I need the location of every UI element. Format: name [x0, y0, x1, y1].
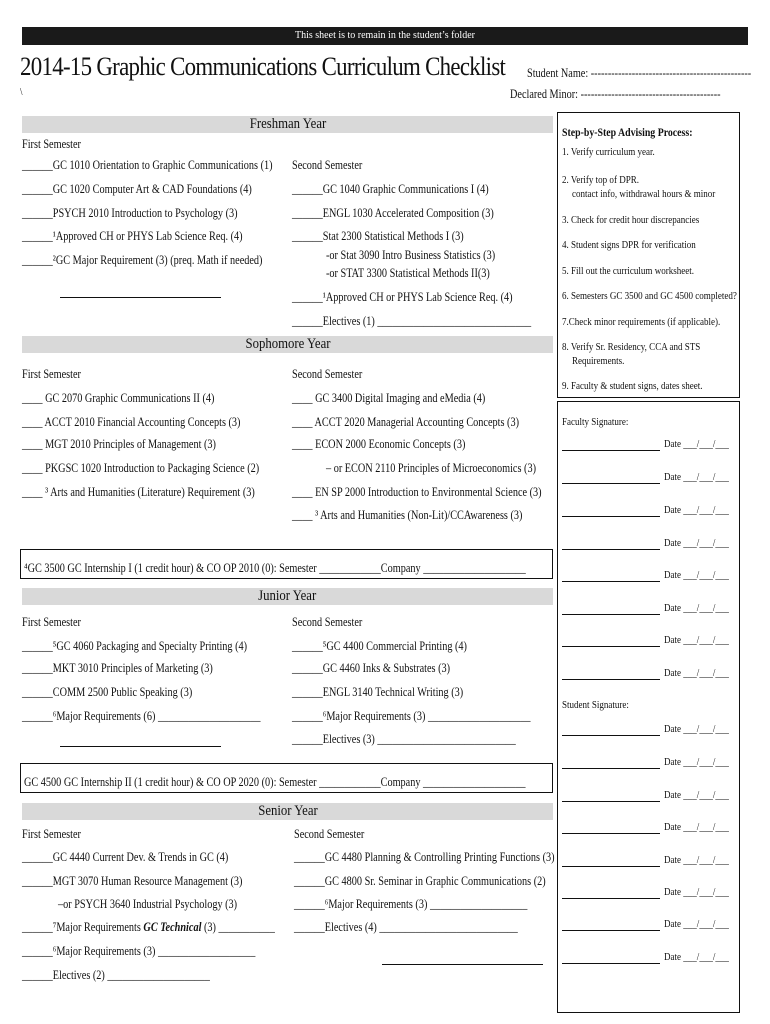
- course-line[interactable]: ______GC 4460 Inks & Substrates (3): [292, 661, 451, 675]
- advising-step: 9. Faculty & student signs, dates sheet.: [562, 380, 703, 392]
- senior-year-header: Senior Year: [22, 803, 553, 820]
- advising-step: 1. Verify curriculum year.: [562, 146, 655, 158]
- faculty-date-field[interactable]: Date ___/___/___: [664, 634, 729, 646]
- course-line[interactable]: ______⁵GC 4060 Packaging and Specialty Printing (4): [22, 639, 248, 653]
- folder-banner: This sheet is to remain in the student’s folder: [22, 27, 748, 45]
- senior-first-semester-label: First Semester: [22, 827, 81, 841]
- course-line-credit: (3) ___________: [204, 920, 275, 934]
- course-alternative: – or ECON 2110 Principles of Microeconomics (3): [326, 461, 536, 475]
- electives-line[interactable]: ______Electives (4) ___________________________: [294, 920, 518, 934]
- course-line[interactable]: ______ENGL 1030 Accelerated Composition (3): [292, 206, 494, 220]
- course-line[interactable]: ____ GC 3400 Digital Imaging and eMedia (4): [292, 391, 486, 405]
- student-date-field[interactable]: Date ___/___/___: [664, 951, 729, 963]
- internship-1-line[interactable]: ⁴GC 3500 GC Internship I (1 credit hour) & CO OP 2010 (0): Semester ____________Company ____________________: [24, 561, 526, 575]
- student-date-field[interactable]: Date ___/___/___: [664, 886, 729, 898]
- advising-step-detail: contact info, withdrawal hours & minor: [572, 188, 716, 200]
- advising-step: 6. Semesters GC 3500 and GC 4500 completed?: [562, 290, 737, 302]
- course-line[interactable]: ____ ³ Arts and Humanities (Non-Lit)/CCAwareness (3): [292, 508, 523, 522]
- senior-second-semester-label: Second Semester: [294, 827, 365, 841]
- course-line[interactable]: ______COMM 2500 Public Speaking (3): [22, 685, 193, 699]
- faculty-signature-line[interactable]: [562, 516, 660, 517]
- freshman-first-semester-label: First Semester: [22, 137, 81, 151]
- advising-step: 7.Check minor requirements (if applicable).: [562, 316, 721, 328]
- course-line[interactable]: ______ENGL 3140 Technical Writing (3): [292, 685, 464, 699]
- backslash-mark: \: [20, 86, 23, 98]
- course-alternative: -or Stat 3090 Intro Business Statistics (3): [326, 248, 496, 262]
- junior-year-header: Junior Year: [22, 588, 553, 605]
- course-line[interactable]: [22, 920, 275, 935]
- course-line-text: ______⁷Major Requirements: [22, 920, 141, 934]
- course-line[interactable]: ______GC 4800 Sr. Seminar in Graphic Communications (2): [294, 874, 546, 888]
- faculty-date-field[interactable]: Date ___/___/___: [664, 667, 729, 679]
- course-alternative: –or PSYCH 3640 Industrial Psychology (3): [58, 897, 238, 911]
- sophomore-second-semester-label: Second Semester: [292, 367, 363, 381]
- sophomore-first-semester-label: First Semester: [22, 367, 81, 381]
- course-line[interactable]: ______GC 1010 Orientation to Graphic Communications (1): [22, 158, 273, 172]
- course-line[interactable]: ______GC 1040 Graphic Communications I (4): [292, 182, 489, 196]
- course-line[interactable]: ______Stat 2300 Statistical Methods I (3): [292, 229, 464, 243]
- faculty-date-field[interactable]: Date ___/___/___: [664, 537, 729, 549]
- faculty-signature-line[interactable]: [562, 549, 660, 550]
- course-line[interactable]: ____ ECON 2000 Economic Concepts (3): [292, 437, 466, 451]
- freshman-year-header: Freshman Year: [22, 116, 553, 133]
- electives-line[interactable]: ______Electives (3) ___________________________: [292, 732, 516, 746]
- student-date-field[interactable]: Date ___/___/___: [664, 918, 729, 930]
- course-alternative: -or STAT 3300 Statistical Methods II(3): [326, 266, 490, 280]
- course-line[interactable]: ______⁶Major Requirements (3) ___________________: [294, 897, 528, 911]
- course-line[interactable]: ______GC 4480 Planning & Controlling Printing Functions (3): [294, 850, 555, 864]
- advising-step: 2. Verify top of DPR.: [562, 174, 640, 186]
- faculty-signature-line[interactable]: [562, 679, 660, 680]
- course-line[interactable]: ______MKT 3010 Principles of Marketing (3): [22, 661, 213, 675]
- student-signature-line[interactable]: [562, 768, 660, 769]
- electives-line[interactable]: ______Electives (2) ____________________: [22, 968, 210, 982]
- electives-line[interactable]: ______Electives (1) ______________________________: [292, 314, 532, 328]
- course-line[interactable]: ______⁶Major Requirements (3) ___________________: [22, 944, 256, 958]
- student-date-field[interactable]: Date ___/___/___: [664, 854, 729, 866]
- faculty-signature-label: Faculty Signature:: [562, 416, 629, 428]
- faculty-signature-line[interactable]: [562, 646, 660, 647]
- faculty-signature-line[interactable]: [562, 450, 660, 451]
- advising-title: Step-by-Step Advising Process:: [562, 125, 693, 139]
- internship-2-line[interactable]: GC 4500 GC Internship II (1 credit hour) & CO OP 2020 (0): Semester ____________Company ____________________: [24, 775, 526, 789]
- advising-step: 4. Student signs DPR for verification: [562, 239, 696, 251]
- course-line[interactable]: ____ EN SP 2000 Introduction to Environmental Science (3): [292, 485, 542, 499]
- student-signature-line[interactable]: [562, 801, 660, 802]
- course-line[interactable]: ______⁶Major Requirements (6) ____________________: [22, 709, 261, 723]
- course-line[interactable]: ____ ³ Arts and Humanities (Literature) Requirement (3): [22, 485, 255, 499]
- student-signature-label: Student Signature:: [562, 699, 629, 711]
- course-line[interactable]: ______⁵GC 4400 Commercial Printing (4): [292, 639, 467, 653]
- student-date-field[interactable]: Date ___/___/___: [664, 789, 729, 801]
- student-date-field[interactable]: Date ___/___/___: [664, 821, 729, 833]
- course-line[interactable]: ____ GC 2070 Graphic Communications II (4): [22, 391, 215, 405]
- blank-line[interactable]: [382, 964, 543, 965]
- faculty-signature-line[interactable]: [562, 581, 660, 582]
- student-date-field[interactable]: Date ___/___/___: [664, 756, 729, 768]
- student-signature-line[interactable]: [562, 930, 660, 931]
- freshman-second-semester-label: Second Semester: [292, 158, 363, 172]
- student-signature-line[interactable]: [562, 735, 660, 736]
- faculty-date-field[interactable]: Date ___/___/___: [664, 504, 729, 516]
- advising-step-detail: Requirements.: [572, 355, 625, 367]
- blank-line[interactable]: [60, 746, 221, 747]
- course-line[interactable]: ______⁶Major Requirements (3) ____________________: [292, 709, 531, 723]
- course-line[interactable]: ______GC 4440 Current Dev. & Trends in GC (4): [22, 850, 229, 864]
- declared-minor-field[interactable]: Declared Minor: -----------------------------------------: [510, 87, 721, 101]
- course-line[interactable]: ____ PKGSC 1020 Introduction to Packaging Science (2): [22, 461, 260, 475]
- student-signature-line[interactable]: [562, 866, 660, 867]
- sophomore-year-header: Sophomore Year: [22, 336, 553, 353]
- course-line[interactable]: ______MGT 3070 Human Resource Management (3): [22, 874, 243, 888]
- junior-second-semester-label: Second Semester: [292, 615, 363, 629]
- advising-step: 8. Verify Sr. Residency, CCA and STS: [562, 341, 701, 353]
- course-line[interactable]: ____ MGT 2010 Principles of Management (3): [22, 437, 216, 451]
- blank-line[interactable]: [60, 297, 221, 298]
- faculty-date-field[interactable]: Date ___/___/___: [664, 569, 729, 581]
- faculty-signature-line[interactable]: [562, 483, 660, 484]
- student-name-field[interactable]: Student Name: -----------------------------------------------: [527, 66, 752, 80]
- student-signature-line[interactable]: [562, 833, 660, 834]
- course-line[interactable]: ______GC 1020 Computer Art & CAD Foundations (4): [22, 182, 252, 196]
- course-line[interactable]: ____ ACCT 2010 Financial Accounting Concepts (3): [22, 415, 241, 429]
- course-line[interactable]: ______¹Approved CH or PHYS Lab Science Req. (4): [292, 290, 513, 304]
- course-line[interactable]: ______PSYCH 2010 Introduction to Psychology (3): [22, 206, 238, 220]
- faculty-date-field[interactable]: Date ___/___/___: [664, 438, 729, 450]
- junior-first-semester-label: First Semester: [22, 615, 81, 629]
- course-line[interactable]: ____ ACCT 2020 Managerial Accounting Concepts (3): [292, 415, 519, 429]
- faculty-date-field[interactable]: Date ___/___/___: [664, 471, 729, 483]
- student-signature-line[interactable]: [562, 963, 660, 964]
- advising-step: 3. Check for credit hour discrepancies: [562, 214, 700, 226]
- faculty-date-field[interactable]: Date ___/___/___: [664, 602, 729, 614]
- student-signature-line[interactable]: [562, 898, 660, 899]
- faculty-signature-line[interactable]: [562, 614, 660, 615]
- page-title: 2014-15 Graphic Communications Curriculum Checklist: [20, 52, 506, 81]
- gc-technical-emphasis: GC Technical: [143, 920, 202, 934]
- advising-step: 5. Fill out the curriculum worksheet.: [562, 265, 695, 277]
- course-line[interactable]: ______¹Approved CH or PHYS Lab Science Req. (4): [22, 229, 243, 243]
- course-line[interactable]: ______²GC Major Requirement (3) (preq. Math if needed): [22, 253, 263, 267]
- student-date-field[interactable]: Date ___/___/___: [664, 723, 729, 735]
